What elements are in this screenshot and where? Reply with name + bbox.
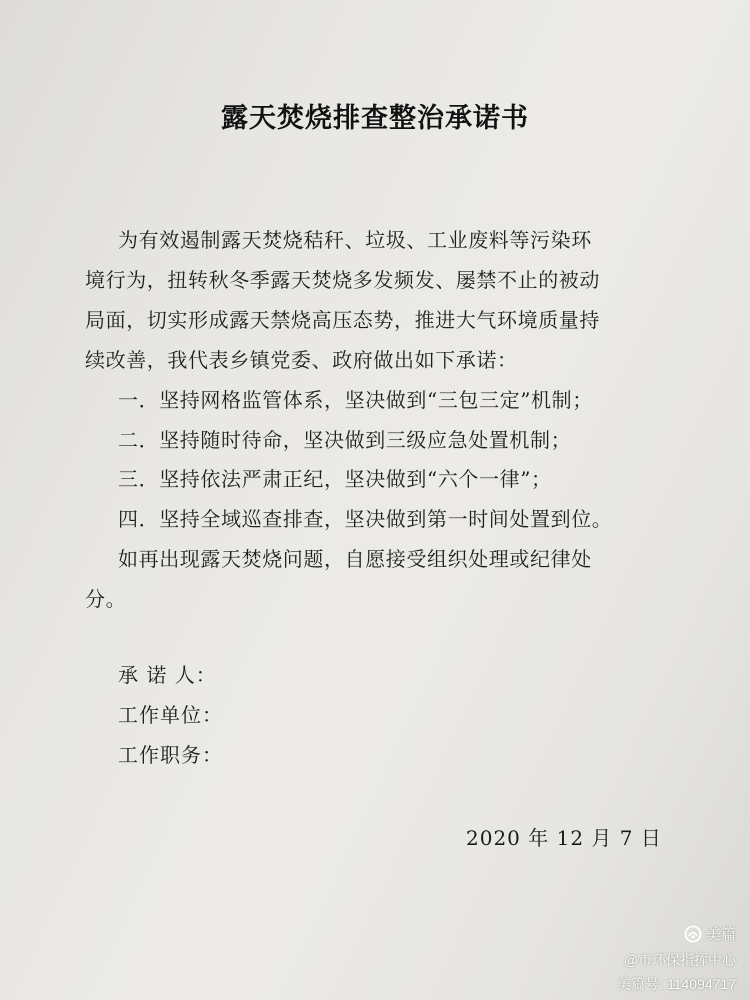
body-line: 分。 (85, 587, 127, 611)
body-line: 局面，切实形成露天禁烧高压态势，推进大气环境质量持 (85, 308, 600, 332)
work-unit-label: 工作单位： (118, 703, 223, 727)
work-position-label: 工作职务： (118, 743, 223, 767)
commitment-item-3: 三．坚持依法严肃正纪，坚决做到“六个一律”； (118, 467, 552, 491)
watermark-brand: 美篇 (705, 926, 736, 943)
commitment-item-2: 二．坚持随时待命，坚决做到三级应急处置机制； (118, 428, 572, 452)
document-date: 2020 年 12 月 7 日 (466, 826, 662, 850)
document-title: 露天焚烧排查整治承诺书 (221, 103, 529, 134)
watermark-account-id: 美篇号: 114094717 (617, 976, 736, 992)
commitment-item-4: 四．坚持全域巡查排查，坚决做到第一时间处置到位。 (118, 507, 613, 531)
commitment-item-1: 一．坚持网格监管体系，坚决做到“三包三定”机制； (118, 388, 593, 412)
body-line: 续改善，我代表乡镇党委、政府做出如下承诺： (85, 348, 518, 372)
meipian-logo-icon (684, 925, 702, 943)
promiser-label: 承 诺 人： (118, 663, 217, 687)
body-line: 为有效遏制露天焚烧秸秆、垃圾、工业废料等污染环 (118, 228, 592, 252)
watermark-logo (684, 923, 736, 944)
body-line: 境行为，扭转秋冬季露天焚烧多发频发、屡禁不止的被动 (85, 268, 600, 292)
body-line: 如再出现露天焚烧问题，自愿接受组织处理或纪律处 (118, 547, 592, 571)
watermark-author: @市环保指挥中心 (623, 952, 736, 968)
